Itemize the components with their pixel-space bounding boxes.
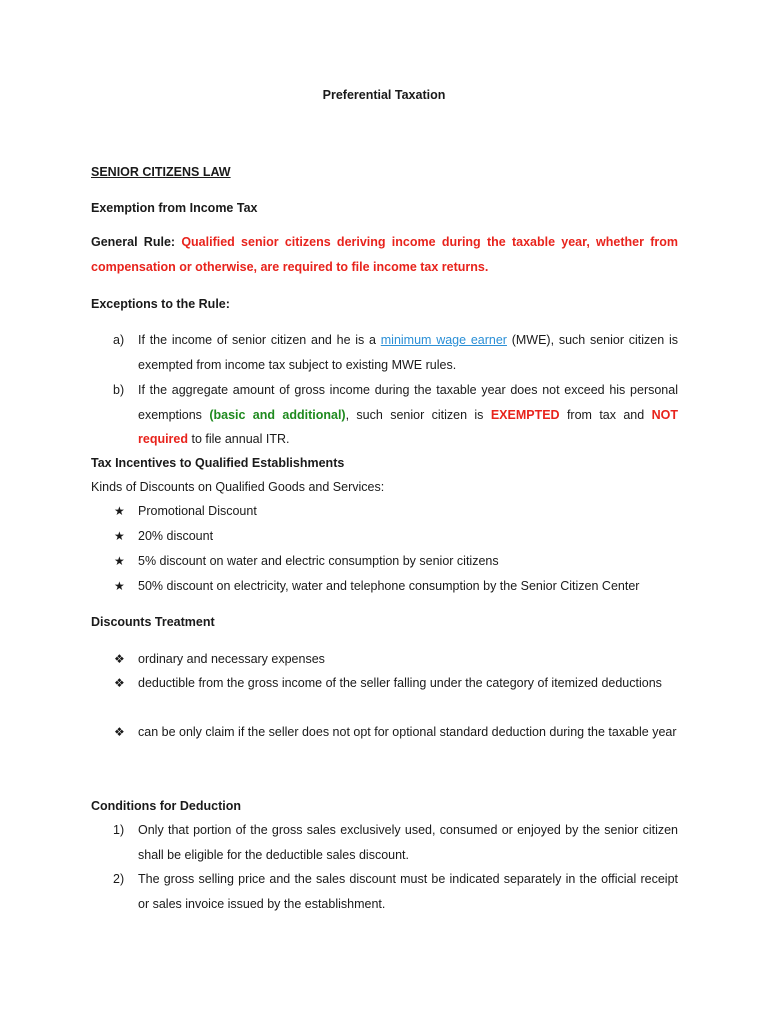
list-item <box>91 647 678 672</box>
list-marker: b) <box>113 383 125 397</box>
general-rule-text: Qualified senior citizens deriving income during the taxable year, whether from compensation or otherwise, are required to file income tax returns. <box>91 235 678 274</box>
diamond-bullet-icon: ❖ <box>114 676 125 690</box>
exemption-heading: Exemption from Income Tax <box>91 201 258 215</box>
condition-text: The gross selling price and the sales discount must be indicated separately in the official receipt or sales invoice issued by the establishment. <box>138 872 678 911</box>
exception-a-post: (MWE), such senior citizen is exempted from income tax subject to existing MWE rules. <box>138 333 678 372</box>
general-rule-paragraph <box>91 230 678 279</box>
star-bullet-icon: ★ <box>114 529 125 543</box>
not-required-label: NOT required <box>138 407 678 446</box>
exception-b-post: to file annual ITR. <box>191 432 290 446</box>
exception-b-mid: , such senior citizen is <box>345 407 484 422</box>
discount-kind-text: 20% discount <box>138 529 214 543</box>
treatment-text: ordinary and necessary expenses <box>138 652 325 666</box>
star-bullet-icon: ★ <box>114 504 125 518</box>
list-item <box>91 499 678 524</box>
discount-kind-text: 50% discount on electricity, water and telephone consumption by the Senior Citizen Center <box>138 579 640 593</box>
exception-b-mid2: from tax and <box>566 407 645 422</box>
exception-a-text <box>138 328 678 377</box>
list-item <box>91 720 678 745</box>
list-item <box>91 549 678 574</box>
list-item <box>91 574 678 599</box>
general-rule-label: General Rule: <box>91 235 176 249</box>
treatment-heading: Discounts Treatment <box>91 615 215 629</box>
discount-kind-text: Promotional Discount <box>138 504 257 518</box>
condition-text: Only that portion of the gross sales exclusively used, consumed or enjoyed by the senior citizen shall be eligible for the deductible sales discount. <box>138 823 678 862</box>
discount-kind-text: 5% discount on water and electric consumption by senior citizens <box>138 554 499 568</box>
star-bullet-icon: ★ <box>114 554 125 568</box>
exempted-label: EXEMPTED <box>490 407 560 422</box>
list-item <box>91 524 678 549</box>
exception-item-a <box>91 328 678 377</box>
treatment-text: deductible from the gross income of the seller falling under the category of itemized deductions <box>138 676 662 690</box>
exception-a-pre: If the income of senior citizen and he is a <box>138 333 376 347</box>
conditions-heading: Conditions for Deduction <box>91 799 241 813</box>
list-item <box>91 671 678 696</box>
exception-b-text <box>138 378 678 452</box>
condition-item-1 <box>91 818 678 867</box>
exception-b-pre: If the aggregate amount of gross income during the taxable year does not exceed his personal exemptions <box>138 383 678 422</box>
treatment-text: can be only claim if the seller does not opt for optional standard deduction during the taxable year <box>138 725 677 739</box>
section-heading: SENIOR CITIZENS LAW <box>91 165 231 179</box>
list-marker: 2) <box>113 872 125 886</box>
list-marker: a) <box>113 333 125 347</box>
exception-item-b <box>91 378 678 452</box>
diamond-bullet-icon: ❖ <box>114 725 125 739</box>
tax-incentives-heading: Tax Incentives to Qualified Establishments <box>91 456 345 470</box>
condition-item-2 <box>91 867 678 916</box>
minimum-wage-earner-link[interactable]: minimum wage earner <box>380 333 507 347</box>
exceptions-heading: Exceptions to the Rule: <box>91 297 230 311</box>
list-marker: 1) <box>113 823 125 837</box>
diamond-bullet-icon: ❖ <box>114 652 125 666</box>
page-title: Preferential Taxation <box>322 88 446 102</box>
exception-b-green: (basic and additional) <box>209 407 346 422</box>
star-bullet-icon: ★ <box>114 579 125 593</box>
kinds-heading: Kinds of Discounts on Qualified Goods and Services: <box>91 480 385 494</box>
